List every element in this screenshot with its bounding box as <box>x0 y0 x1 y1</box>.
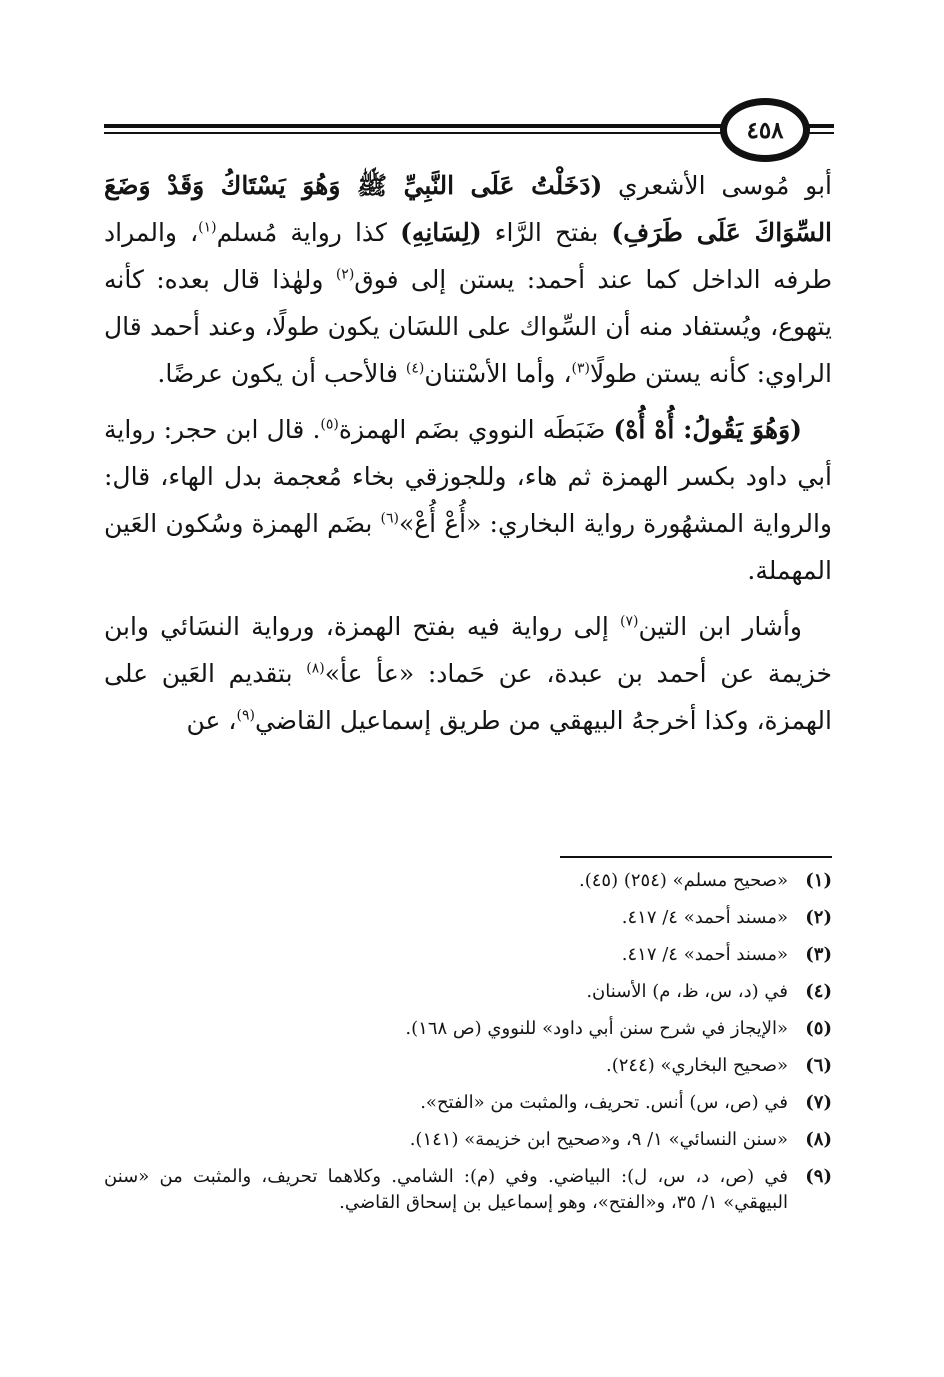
commentary-text: ، وأما الأسْتنان <box>424 359 572 388</box>
commentary-text: ، عن <box>186 706 237 735</box>
commentary-text: كذا رواية مُسلم <box>216 218 401 247</box>
footnote-text: «صحيح البخاري» (٢٤٤). <box>605 1055 788 1076</box>
body-paragraph <box>104 406 832 594</box>
footnote-number: (٢) <box>805 907 832 928</box>
footnotes <box>104 868 832 1227</box>
footnote-item <box>104 1127 832 1153</box>
footnote-text: «الإيجاز في شرح سنن أبي داود» للنووي (ص ١٦٨). <box>405 1018 788 1039</box>
commentary-text: وأشار ابن التين <box>638 612 802 641</box>
footnote-number: (٨) <box>805 1129 832 1150</box>
commentary-text: أبو مُوسى الأشعري <box>602 171 832 200</box>
page-number: ٤٥٨ <box>720 98 810 162</box>
footnote-ref: (٩) <box>236 707 255 724</box>
body-paragraph <box>104 603 832 744</box>
hadith-text: (دَخَلْتُ عَلَى النَّبِيِّ ﷺ وَهُوَ يَسْتَاكُ وَقَدْ وَضَعَ السِّوَاكَ عَلَى طَرَفِ) <box>104 171 833 247</box>
footnote-item <box>104 1016 832 1042</box>
footnote-item <box>104 942 832 968</box>
footnote-number: (٩) <box>805 1166 832 1187</box>
footnote-item <box>104 905 832 931</box>
main-text <box>104 162 832 753</box>
footnote-number: (٦) <box>805 1055 832 1076</box>
footnote-text: «مسند أحمد» ٤/ ٤١٧. <box>621 907 788 928</box>
footnote-text: في (د، س، ظ، م) الأسنان. <box>586 981 788 1002</box>
hadith-text: (لِسَانِهِ) <box>400 218 482 247</box>
footnote-text: «صحيح مسلم» (٢٥٤) (٤٥). <box>579 870 788 891</box>
commentary-text: بفتح الرَّاء <box>481 218 612 247</box>
footnote-item <box>104 1164 832 1216</box>
footnote-text: في (ص، س) أنس. تحريف، والمثبت من «الفتح». <box>420 1092 788 1113</box>
commentary-text: بضَم الهمزة وسُكون العَين المهملة. <box>104 509 832 585</box>
footnote-item <box>104 1090 832 1116</box>
footnote-ref: (٥) <box>320 416 339 433</box>
footnote-number: (٤) <box>805 981 832 1002</box>
footnote-number: (٧) <box>805 1092 832 1113</box>
commentary-text: . قال ابن حجر: رواية أبي داود بكسر الهمزة ثم هاء، وللجوزقي بخاء مُعجمة بدل الهاء، قال: والرواية المشهُورة رواية البخاري: «أُعْ أُعْ» <box>104 415 833 538</box>
footnote-ref: (١) <box>198 219 217 236</box>
header-rule-thin <box>104 132 726 134</box>
footnote-ref: (٢) <box>335 266 355 283</box>
page-header <box>104 98 834 168</box>
footnote-text: «مسند أحمد» ٤/ ٤١٧. <box>621 944 788 965</box>
commentary-text: بتقديم العَين على الهمزة، وكذا أخرجهُ البيهقي من طريق إسماعيل القاضي <box>104 659 832 735</box>
commentary-text: ضَبَطَه النووي بضَم الهمزة <box>338 415 614 444</box>
footnote-ref: (٤) <box>405 360 425 377</box>
footnote-text: «سنن النسائي» ١/ ٩، و«صحيح ابن خزيمة» (١٤١). <box>409 1129 788 1150</box>
footnote-ref: (٦) <box>380 510 399 527</box>
commentary-text: إلى رواية فيه بفتح الهمزة، ورواية النسَائي وابن خزيمة عن أحمد بن عبدة، عن حَماد: «عأ عأ» <box>104 612 832 688</box>
footnote-separator <box>560 856 832 858</box>
footnote-item <box>104 1053 832 1079</box>
footnote-text: في (ص، د، س، ل): البياضي. وفي (م): الشامي. وكلاهما تحريف، والمثبت من «سنن البيهقي» ١/ ٣٥، و«الفتح»، وهو إسماعيل بن إسحاق القاضي. <box>104 1166 788 1213</box>
hadith-text: (وَهُوَ يَقُولُ: أُهْ أُهْ) <box>613 415 802 444</box>
header-rule-thick <box>104 124 726 128</box>
footnote-item <box>104 979 832 1005</box>
footnote-number: (١) <box>805 870 832 891</box>
footnote-number: (٣) <box>805 944 832 965</box>
footnote-item <box>104 868 832 894</box>
commentary-text: ، والمراد طرفه الداخل كما عند أحمد: يستن إلى فوق <box>104 218 832 294</box>
footnote-ref: (٨) <box>306 660 325 677</box>
body-paragraph <box>104 162 832 397</box>
commentary-text: فالأحب أن يكون عرضًا. <box>157 359 406 388</box>
footnote-ref: (٧) <box>619 613 639 630</box>
footnote-number: (٥) <box>805 1018 832 1039</box>
footnote-ref: (٣) <box>571 360 590 377</box>
commentary-text: ولهٰذا قال بعده: كأنه يتهوع، ويُستفاد منه أن السِّواك على اللسَان يكون طولًا، وعند أحمد قال الراوي: كأنه يستن طولًا <box>104 265 832 388</box>
